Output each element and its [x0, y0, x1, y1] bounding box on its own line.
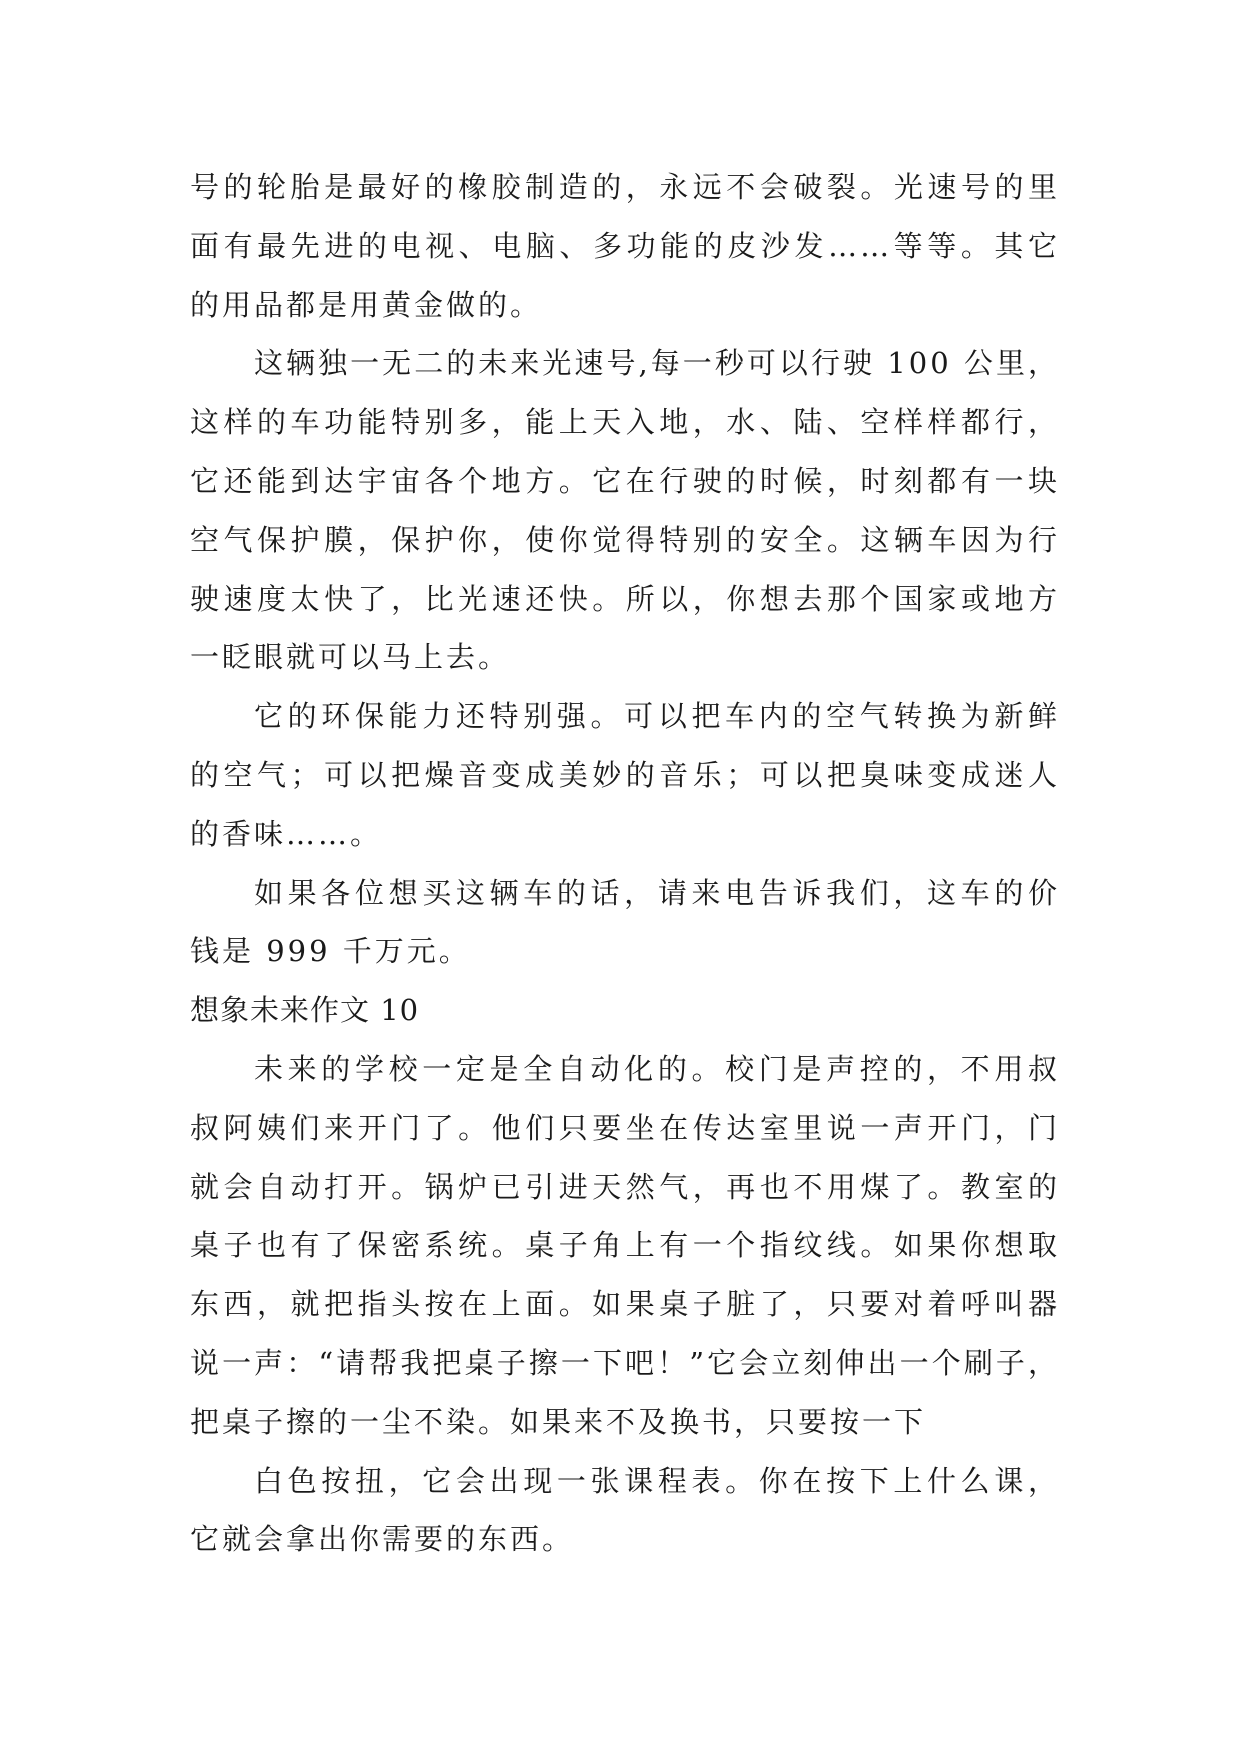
text-line: 号的轮胎是最好的橡胶制造的，永远不会破裂。光速号的里 — [190, 170, 1060, 204]
paragraph-first-line: 未来的学校一定是全自动化的。校门是声控的，不用叔 — [254, 1051, 1060, 1086]
paragraph-first-line: 白色按扭，它会出现一张课程表。你在按下上什么课， — [254, 1463, 1060, 1498]
text-line: 面有最先进的电视、电脑、多功能的皮沙发……等等。其它 — [190, 228, 1060, 263]
text-line: 它还能到达宇宙各个地方。它在行驶的时候，时刻都有一块 — [190, 463, 1060, 498]
text-line: 空气保护膜，保护你，使你觉得特别的安全。这辆车因为行 — [190, 522, 1060, 557]
text-line: 的用品都是用黄金做的。 — [190, 287, 543, 322]
text-line: 一眨眼就可以马上去。 — [190, 640, 511, 675]
paragraph-first-line: 它的环保能力还特别强。可以把车内的空气转换为新鲜 — [254, 699, 1060, 734]
text-line: 把桌子擦的一尘不染。如果来不及换书，只要按一下 — [190, 1404, 927, 1439]
paragraph-first-line: 这辆独一无二的未来光速号,每一秒可以行驶 100 公里， — [254, 346, 1060, 381]
text-line: 说一声：“请帮我把桌子擦一下吧！”它会立刻伸出一个刷子， — [190, 1345, 1060, 1380]
essay-body — [190, 158, 1060, 1569]
text-line: 它就会拿出你需要的东西。 — [190, 1522, 575, 1557]
text-line: 的香味……。 — [190, 816, 383, 851]
text-line: 东西，就把指头按在上面。如果桌子脏了，只要对着呼叫器 — [190, 1287, 1060, 1322]
text-line: 这样的车功能特别多，能上天入地，水、陆、空样样都行， — [190, 405, 1060, 440]
text-line: 就会自动打开。锅炉已引进天然气，再也不用煤了。教室的 — [190, 1169, 1060, 1204]
text-line: 的空气；可以把燥音变成美妙的音乐；可以把臭味变成迷人 — [190, 757, 1060, 792]
text-line: 驶速度太快了，比光速还快。所以，你想去那个国家或地方 — [190, 581, 1060, 616]
section-heading: 想象未来作文 10 — [190, 993, 420, 1028]
text-line: 桌子也有了保密系统。桌子角上有一个指纹线。如果你想取 — [190, 1228, 1060, 1263]
text-line: 钱是 999 千万元。 — [190, 934, 471, 969]
text-line: 叔阿姨们来开门了。他们只要坐在传达室里说一声开门，门 — [190, 1110, 1060, 1145]
paragraph-first-line: 如果各位想买这辆车的话，请来电告诉我们，这车的价 — [254, 875, 1060, 910]
